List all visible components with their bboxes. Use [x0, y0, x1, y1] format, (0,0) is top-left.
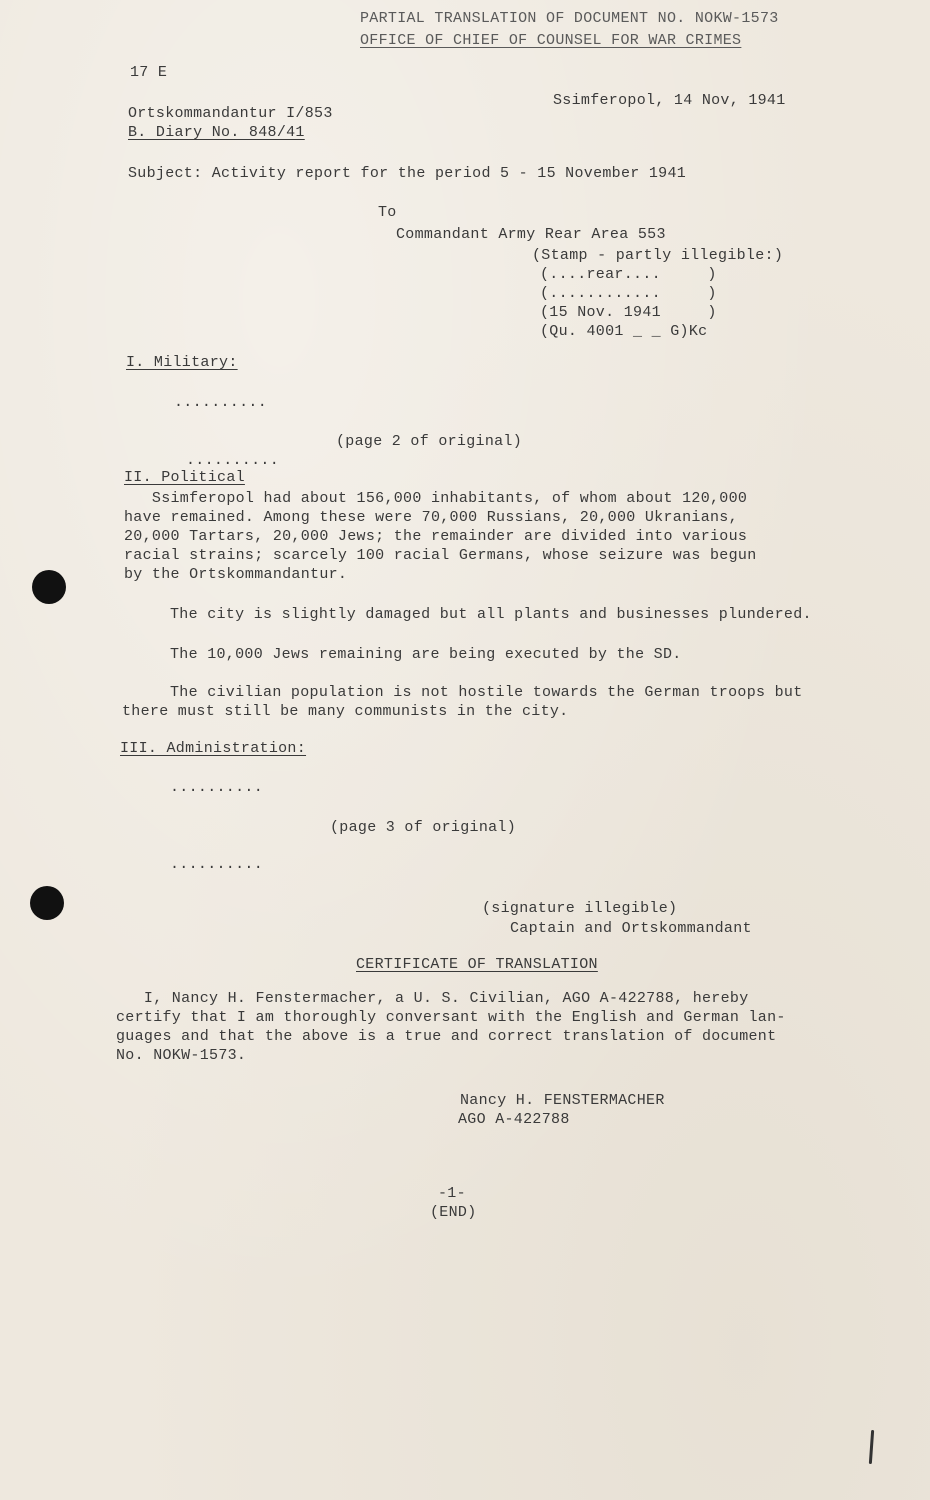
addressee-to: To	[378, 204, 397, 221]
sender-name: Ortskommandantur I/853	[128, 105, 333, 122]
subject-line: Subject: Activity report for the period 5 - 15 November 1941	[128, 165, 687, 182]
page-3-note: (page 3 of original)	[330, 819, 517, 836]
administration-omission: ..........	[170, 779, 264, 796]
section-military-heading: I. Military:	[126, 354, 238, 371]
file-reference: 17 E	[130, 64, 168, 81]
signature-title: Captain and Ortskommandant	[510, 920, 752, 937]
end-marker: (END)	[430, 1204, 477, 1221]
political-p1-line: Ssimferopol had about 156,000 inhabitants, of whom about 120,000	[124, 490, 748, 507]
page-3-omission: ..........	[170, 856, 264, 873]
political-p1-line: racial strains; scarcely 100 racial Germans, whose seizure was begun	[124, 547, 757, 564]
punch-hole-upper	[32, 570, 66, 604]
certificate-line: guages and that the above is a true and correct translation of document	[116, 1028, 777, 1045]
page-number: -1-	[438, 1185, 466, 1202]
political-p4-line: there must still be many communists in the city.	[122, 703, 569, 720]
section-administration-heading: III. Administration:	[120, 740, 307, 757]
certifier-name: Nancy H. FENSTERMACHER	[460, 1092, 665, 1109]
stamp-line-3: (............ )	[540, 285, 717, 302]
place-date: Ssimferopol, 14 Nov, 1941	[553, 92, 786, 109]
stamp-line-5: (Qu. 4001 _ _ G)Kc	[540, 323, 708, 340]
signature-line: (signature illegible)	[482, 900, 678, 917]
political-paragraph-2: The city is slightly damaged but all plants and businesses plundered.	[170, 606, 812, 623]
stamp-line-4: (15 Nov. 1941 )	[540, 304, 717, 321]
sender-diary-number: B. Diary No. 848/41	[128, 124, 305, 141]
margin-mark	[869, 1430, 874, 1464]
stamp-line-2: (....rear.... )	[540, 266, 717, 283]
political-paragraph-3: The 10,000 Jews remaining are being executed by the SD.	[170, 646, 682, 663]
punch-hole-lower	[30, 886, 64, 920]
header-line-2: OFFICE OF CHIEF OF COUNSEL FOR WAR CRIMES	[360, 32, 742, 49]
section-political-heading: II. Political	[124, 469, 245, 486]
political-p1-line: 20,000 Tartars, 20,000 Jews; the remainder are divided into various	[124, 528, 748, 545]
certifier-id: AGO A-422788	[458, 1111, 570, 1128]
political-p1-line: have remained. Among these were 70,000 Russians, 20,000 Ukranians,	[124, 509, 738, 526]
addressee-recipient: Commandant Army Rear Area 553	[396, 226, 666, 243]
stamp-line-1: (Stamp - partly illegible:)	[532, 247, 784, 264]
page-2-omission: ..........	[186, 452, 280, 469]
certificate-line: No. NOKW-1573.	[116, 1047, 247, 1064]
political-p1-line: by the Ortskommandantur.	[124, 566, 348, 583]
military-omission: ..........	[174, 394, 268, 411]
certificate-line: I, Nancy H. Fenstermacher, a U. S. Civilian, AGO A-422788, hereby	[116, 990, 749, 1007]
page-2-note: (page 2 of original)	[336, 433, 523, 450]
certificate-line: certify that I am thoroughly conversant with the English and German lan-	[116, 1009, 786, 1026]
header-line-1: PARTIAL TRANSLATION OF DOCUMENT NO. NOKW-1573	[360, 10, 779, 27]
certificate-heading: CERTIFICATE OF TRANSLATION	[356, 956, 598, 973]
political-p4-line: The civilian population is not hostile towards the German troops but	[170, 684, 803, 701]
